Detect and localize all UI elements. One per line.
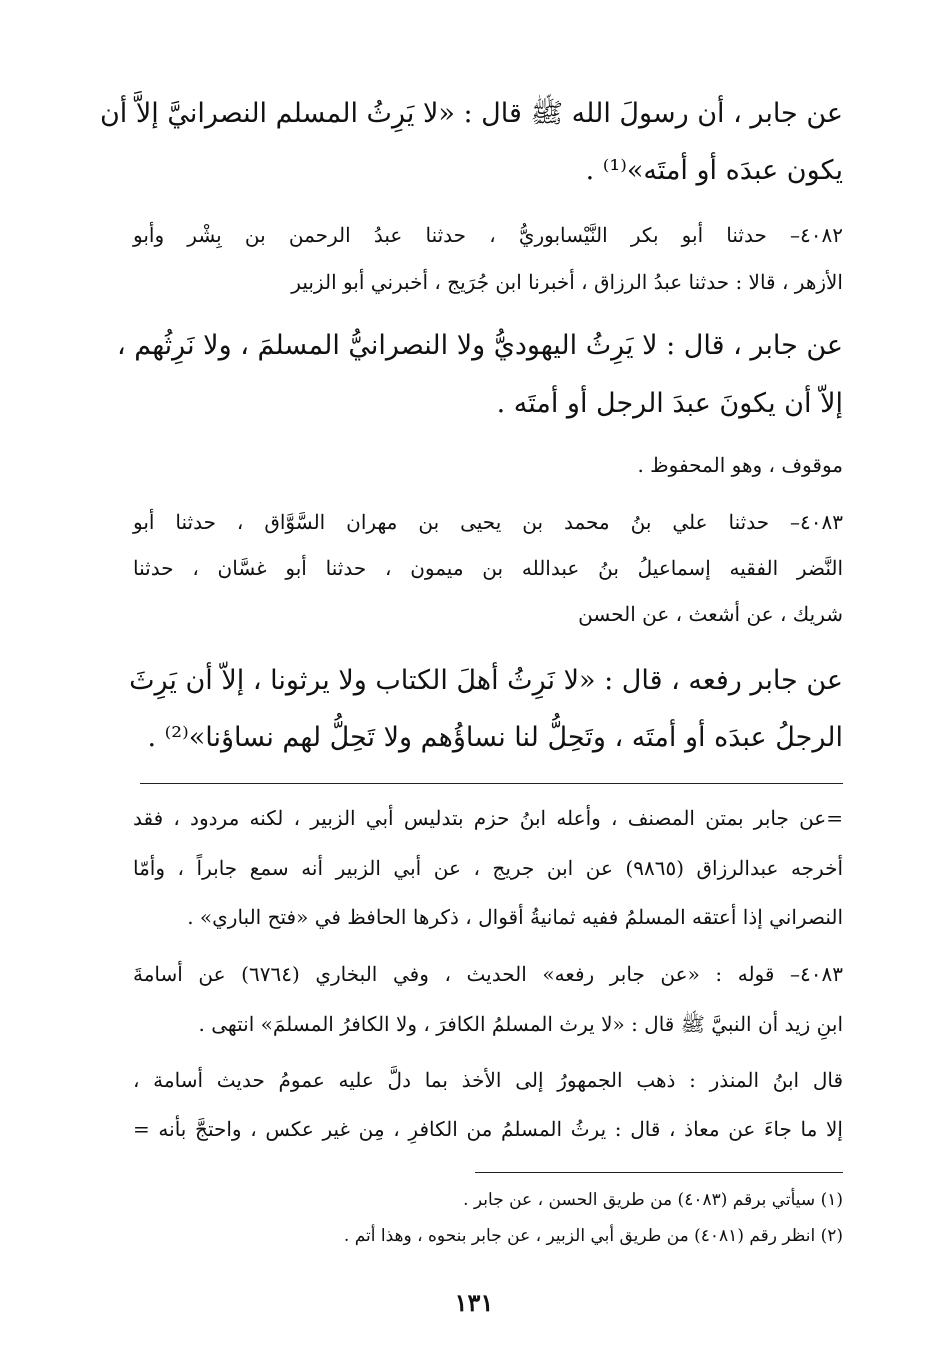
hadith-4083-isnad-line-1: ٤٠٨٣– حدثنا علي بنُ محمد بن يحيى بن مهران السَّوَّاق ، حدثنا أبو (133, 510, 843, 534)
hadith-4082-matn-line-1: عن جابر ، قال : لا يَرِثُ اليهوديُّ ولا النصرانيُّ المسلمَ ، ولا نَرِثُهم ، (116, 330, 843, 361)
hadith-4081-matn-line-1: عن جابر ، أن رسولَ الله ﷺ قال : «لا يَرِثُ المسلم النصرانيَّ إلاَّ أن (99, 98, 843, 129)
commentary-ibn-mundhir-line-1: قال ابنُ المنذر : ذهب الجمهورُ إلى الأخذ بما دلَّ عليه عمومُ حديث أسامة ، (133, 1068, 843, 1092)
footnote-1: (١) سيأتي برقم (٤٠٨٣) من طريق الحسن ، عن جابر . (463, 1190, 843, 1210)
page-number: ١٣١ (454, 1288, 494, 1317)
commentary-continuation-line-2: أخرجه عبدالرزاق (٩٨٦٥) عن ابن جريج ، عن أبي الزبير أنه سمع جابراً ، وأمّا (133, 856, 843, 880)
hadith-4083-isnad-line-3: شريك ، عن أشعث ، عن الحسن (578, 602, 843, 626)
hadith-4082-matn-line-2: إلاّ أن يكونَ عبدَ الرجل أو أمتَه . (496, 388, 843, 419)
footnote-2: (٢) انظر رقم (٤٠٨١) من طريق أبي الزبير ، عن جابر بنحوه ، وهذا أتم . (343, 1226, 843, 1246)
commentary-ibn-mundhir-line-2: إلا ما جاءَ عن معاذ ، قال : يرثُ المسلمُ من الكافرِ ، مِن غير عكس ، واحتجَّ بأنه = (133, 1117, 843, 1141)
hadith-4082-isnad-line-2: الأزهر ، قالا : حدثنا عبدُ الرزاق ، أخبرنا ابن جُرَيج ، أخبرني أبو الزبير (291, 270, 843, 294)
hadith-4083-matn-line-1: عن جابر رفعه ، قال : «لا نَرِثُ أهلَ الكتاب ولا يرثونا ، إلاّ أن يَرِثَ (129, 665, 843, 696)
hadith-4082-note: موقوف ، وهو المحفوظ . (637, 453, 843, 477)
hadith-4083-matn-line-2: الرجلُ عبدَه أو أمتَه ، وتَحِلُّ لنا نساؤُهم ولا تَحِلُّ لهم نساؤنا»⁽²⁾ . (147, 722, 843, 753)
commentary-4083-line-1: ٤٠٨٣– قوله : «عن جابر رفعه» الحديث ، وفي البخاري (٦٧٦٤) عن أسامةَ (133, 962, 843, 986)
hadith-4081-matn-line-2: يكون عبدَه أو أمتَه»⁽¹⁾ . (585, 155, 843, 186)
commentary-continuation-line-3: النصراني إذا أعتقه المسلمُ ففيه ثمانيةُ أقوال ، ذكرها الحافظ في «فتح الباري» . (187, 905, 843, 929)
commentary-4083-line-2: ابنِ زيد أن النبيَّ ﷺ قال : «لا يرث المسلمُ الكافرَ ، ولا الكافرُ المسلمَ» انتهى . (198, 1012, 843, 1036)
hadith-4083-isnad-line-2: النَّضر الفقيه إسماعيلُ بنُ عبدالله بن ميمون ، حدثنا أبو غسَّان ، حدثنا (133, 556, 843, 580)
footnote-separator (475, 1172, 843, 1173)
hadith-4082-isnad-line-1: ٤٠٨٢– حدثنا أبو بكر النَّيْسابوريُّ ، حدثنا عبدُ الرحمن بن بِشْر وأبو (133, 223, 843, 247)
main-commentary-separator (140, 783, 843, 784)
commentary-continuation-line-1: =عن جابر بمتن المصنف ، وأعله ابنُ حزم بتدليس أبي الزبير ، لكنه مردود ، فقد (133, 806, 843, 830)
